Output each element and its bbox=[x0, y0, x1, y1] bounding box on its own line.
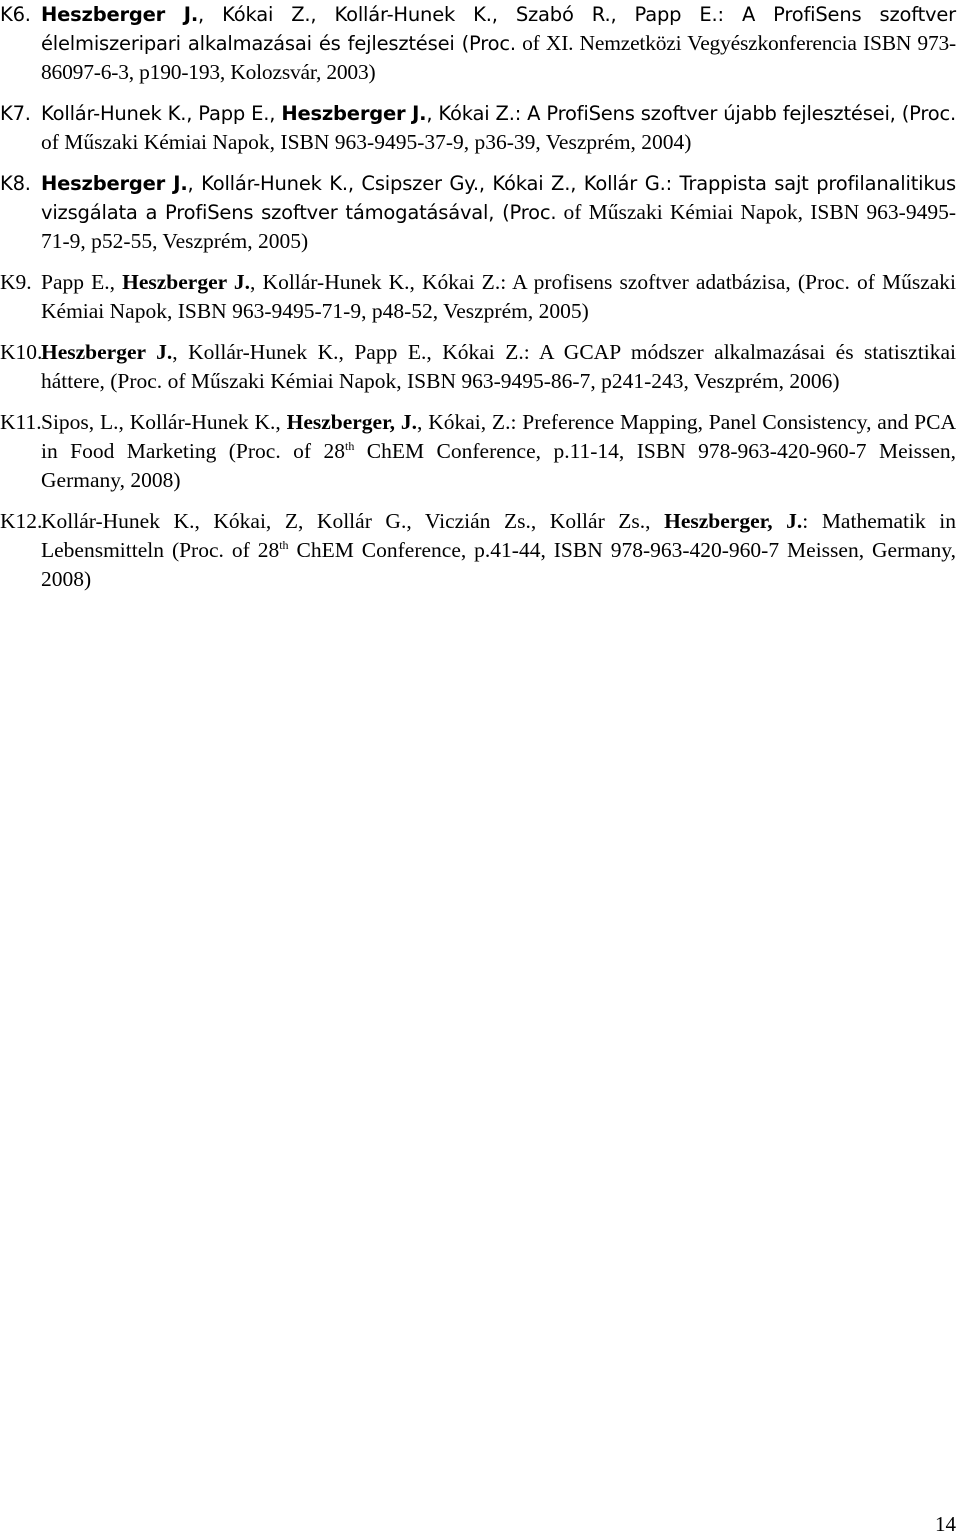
reference-venue: of Műszaki Kémiai Napok, ISBN 963-9495-71-9, p48-52, Veszprém, 2005) bbox=[41, 270, 957, 323]
reference-authors: , Kollár-Hunek K., Csipszer Gy., Kókai Z., Kollár G. bbox=[187, 172, 666, 195]
reference-item-k10 bbox=[0, 338, 956, 396]
reference-authors-pre: Kollár-Hunek K., Papp E., bbox=[41, 102, 282, 125]
reference-item-k6 bbox=[0, 0, 956, 87]
reference-venue: of Műszaki Kémiai Napok, ISBN 963-9495-37-9, p36-39, Veszprém, 2004) bbox=[41, 130, 692, 154]
bold-author: Heszberger J. bbox=[41, 3, 199, 26]
reference-number: K8. bbox=[0, 172, 31, 195]
reference-venue: of XI. Nemzetközi Vegyészkonferencia ISBN 973-86097-6-3, p190-193, Kolozsvár, 2003) bbox=[41, 31, 957, 84]
reference-item-k7 bbox=[0, 99, 956, 157]
reference-venue: ChEM Conference, p.11-14, ISBN 978-963-420-960-7 Meissen, Germany, 2008) bbox=[41, 439, 956, 492]
reference-title: : A GCAP módszer alkalmazásai és statisztikai háttere, (Proc. bbox=[41, 340, 956, 393]
reference-list bbox=[0, 0, 956, 606]
bold-author: Heszberger, J. bbox=[664, 509, 803, 533]
reference-item-k9 bbox=[0, 268, 956, 326]
reference-authors: , Kókai Z. bbox=[426, 102, 515, 125]
superscript: th bbox=[345, 439, 355, 453]
reference-authors: , Kollár-Hunek K., Kókai Z. bbox=[250, 270, 501, 294]
reference-title: : Mathematik in Lebensmitteln (Proc. bbox=[41, 509, 956, 562]
reference-title: : A ProfiSens szoftver élelmiszeripari alkalmazásai és fejlesztései (Proc. bbox=[41, 3, 956, 55]
reference-title: : A ProfiSens szoftver újabb fejlesztései, (Proc. bbox=[514, 102, 956, 125]
reference-authors-pre: Kollár-Hunek K., Kókai, Z, Kollár G., Viczián Zs., Kollár Zs., bbox=[41, 509, 665, 533]
reference-number: K7. bbox=[0, 102, 31, 125]
reference-item-k8 bbox=[0, 169, 956, 256]
bold-author: Heszberger J. bbox=[41, 340, 173, 364]
reference-authors-pre: Papp E., bbox=[41, 270, 123, 294]
reference-authors: , Kókai Z., Kollár-Hunek K., Szabó R., Papp E. bbox=[198, 3, 718, 26]
reference-title: : Trappista sajt profilanalitikus vizsgálata a ProfiSens szoftver támogatásával, (Proc. bbox=[41, 172, 956, 224]
reference-number: K10. bbox=[0, 340, 43, 364]
reference-venue-pre: of 28 bbox=[280, 439, 346, 463]
reference-item-k11 bbox=[0, 408, 956, 495]
reference-number: K12. bbox=[0, 509, 43, 533]
reference-venue: ChEM Conference, p.41-44, ISBN 978-963-420-960-7 Meissen, Germany, 2008) bbox=[41, 538, 956, 591]
bold-author: Heszberger J. bbox=[41, 172, 188, 195]
bold-author: Heszberger J. bbox=[281, 102, 427, 125]
reference-title: : A profisens szoftver adatbázisa, (Proc. bbox=[500, 270, 850, 294]
reference-authors: , Kollár-Hunek K., Papp E., Kókai Z. bbox=[172, 340, 524, 364]
reference-venue: of Műszaki Kémiai Napok, ISBN 963-9495-86-7, p241-243, Veszprém, 2006) bbox=[162, 369, 840, 393]
reference-authors-pre: Sipos, L., Kollár-Hunek K., bbox=[41, 410, 287, 434]
reference-item-k12 bbox=[0, 507, 956, 594]
bold-author: Heszberger, J. bbox=[286, 410, 417, 434]
reference-number: K9. bbox=[0, 270, 32, 294]
reference-number: K11. bbox=[0, 410, 42, 434]
reference-venue-pre: of 28 bbox=[223, 538, 280, 562]
page-number: 14 bbox=[935, 1512, 956, 1536]
superscript: th bbox=[279, 538, 289, 552]
reference-title: : Preference Mapping, Panel Consistency, and PCA in Food Marketing (Proc. bbox=[41, 410, 956, 463]
reference-venue: of Műszaki Kémiai Napok, ISBN 963-9495-71-9, p52-55, Veszprém, 2005) bbox=[41, 200, 957, 253]
reference-number: K6. bbox=[0, 3, 31, 26]
reference-authors: , Kókai, Z. bbox=[417, 410, 511, 434]
bold-author: Heszberger J. bbox=[122, 270, 251, 294]
